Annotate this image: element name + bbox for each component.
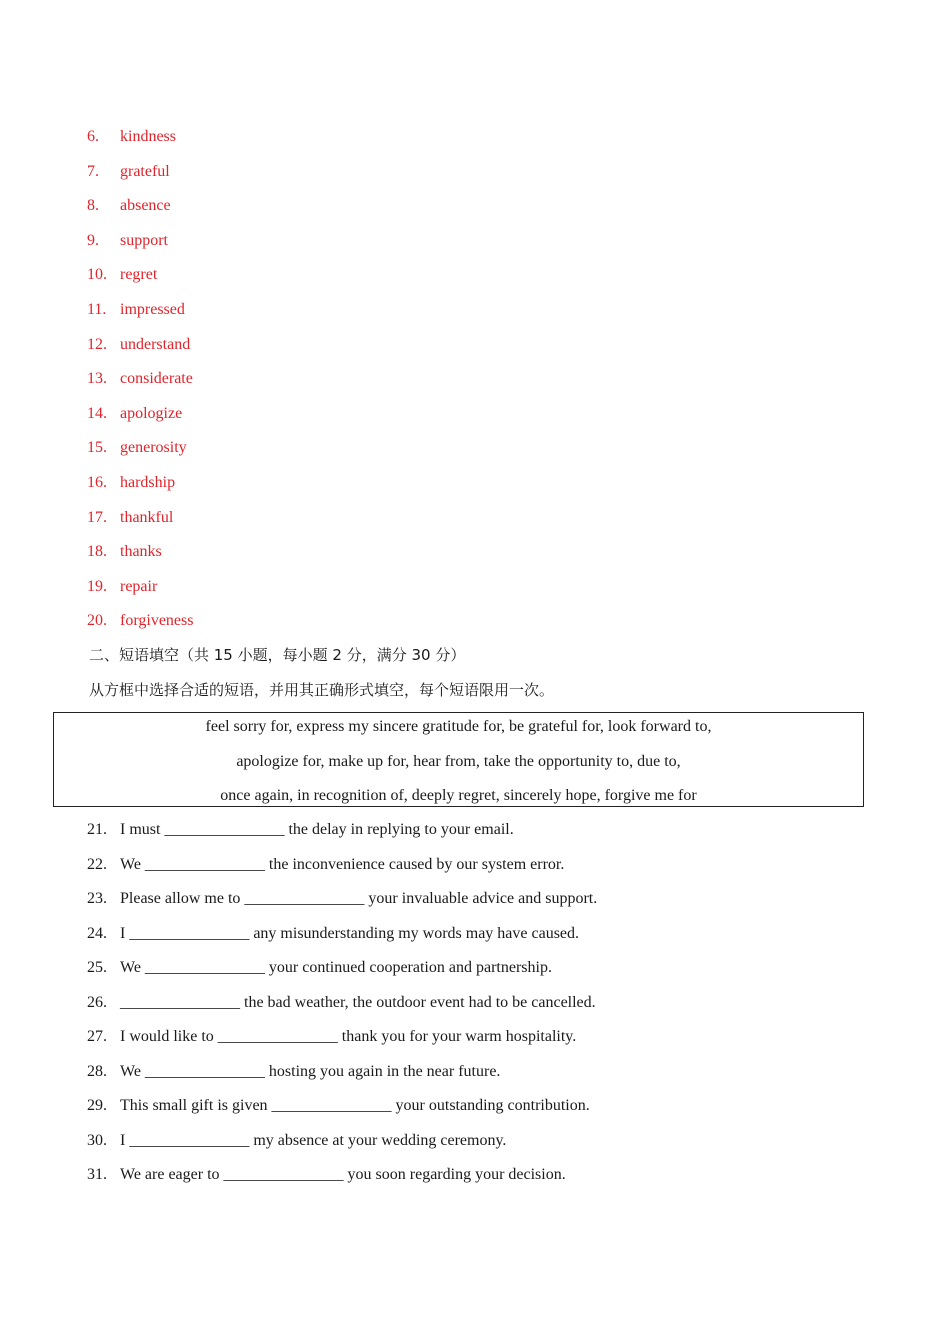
question-number: 29. [87, 1097, 107, 1114]
answer-number: 9. [87, 231, 99, 249]
section-heading: 二、短语填空（共 15 小题，每小题 2 分，满分 30 分） [89, 646, 466, 664]
answer-text: considerate [120, 370, 193, 388]
question-text: I _______________ my absence at your wedding ceremony. [120, 1131, 507, 1149]
question-text: We _______________ the inconvenience caused by our system error. [120, 855, 565, 873]
answer-text: grateful [120, 162, 170, 180]
answer-item [87, 535, 787, 570]
section-instruction: 从方框中选择合适的短语，并用其正确形式填空，每个短语限用一次。 [89, 680, 555, 699]
answer-number: 8. [87, 197, 99, 215]
answer-text: kindness [120, 128, 176, 145]
question-item [87, 1124, 847, 1159]
answer-number: 15. [87, 439, 107, 457]
answer-number: 7. [87, 162, 99, 180]
question-item [87, 1158, 847, 1193]
answer-text: regret [120, 266, 158, 284]
question-item [87, 951, 847, 986]
question-item [87, 986, 847, 1021]
answer-text: repair [120, 577, 158, 595]
answer-text: thankful [120, 508, 174, 526]
answer-item [87, 328, 787, 363]
question-number: 21. [87, 821, 107, 838]
answer-text: apologize [120, 404, 183, 422]
answer-item [87, 189, 787, 224]
answer-item [87, 604, 787, 639]
question-number: 22. [87, 855, 107, 873]
answer-item [87, 155, 787, 190]
phrase-bank-line: once again, in recognition of, deeply regret, sincerely hope, forgive me for [220, 787, 697, 804]
phrase-bank-line: feel sorry for, express my sincere gratitude for, be grateful for, look forward to, [205, 718, 712, 735]
question-item [87, 917, 847, 952]
answer-item [87, 466, 787, 501]
phrase-bank-box [53, 712, 864, 807]
question-number: 26. [87, 993, 107, 1011]
question-item [87, 1089, 847, 1124]
answer-item [87, 397, 787, 432]
answer-text: forgiveness [120, 612, 194, 630]
question-list [87, 813, 847, 1193]
answer-text: thanks [120, 543, 162, 561]
question-item [87, 848, 847, 883]
answer-text: generosity [120, 439, 187, 457]
question-text: We are eager to _______________ you soon regarding your decision. [120, 1166, 566, 1183]
answer-number: 12. [87, 335, 107, 353]
question-number: 24. [87, 924, 107, 942]
question-text: I _______________ any misunderstanding my words may have caused. [120, 924, 580, 942]
answer-item [87, 431, 787, 466]
answer-text: hardship [120, 473, 176, 491]
answer-item [87, 362, 787, 397]
question-text: We _______________ hosting you again in the near future. [120, 1062, 501, 1080]
answer-text: understand [120, 335, 191, 353]
question-text: This small gift is given _______________ your outstanding contribution. [120, 1097, 590, 1114]
answer-item [87, 570, 787, 605]
answer-key-list [87, 120, 787, 639]
question-text: I would like to _______________ thank you for your warm hospitality. [120, 1028, 577, 1045]
answer-item [87, 120, 787, 155]
answer-text: impressed [120, 300, 185, 318]
answer-number: 16. [87, 473, 107, 491]
answer-item [87, 501, 787, 536]
answer-number: 17. [87, 508, 107, 526]
question-text: I must _______________ the delay in replying to your email. [120, 821, 514, 838]
question-item [87, 813, 847, 848]
question-item [87, 1055, 847, 1090]
question-number: 25. [87, 959, 107, 976]
answer-number: 20. [87, 612, 107, 630]
phrase-bank-line: apologize for, make up for, hear from, take the opportunity to, due to, [236, 752, 681, 770]
question-text: Please allow me to _______________ your invaluable advice and support. [120, 890, 598, 907]
answer-number: 18. [87, 543, 107, 561]
answer-item [87, 258, 787, 293]
question-number: 28. [87, 1062, 107, 1080]
answer-item [87, 224, 787, 259]
question-number: 27. [87, 1028, 107, 1045]
answer-text: support [120, 231, 168, 249]
question-item [87, 1020, 847, 1055]
answer-item [87, 293, 787, 328]
answer-number: 10. [87, 266, 107, 284]
question-number: 23. [87, 890, 107, 907]
question-number: 30. [87, 1131, 107, 1149]
answer-number: 11. [87, 300, 107, 318]
question-item [87, 882, 847, 917]
section-header [89, 638, 889, 707]
answer-number: 6. [87, 128, 99, 145]
question-text: _______________ the bad weather, the outdoor event had to be cancelled. [120, 993, 596, 1011]
question-text: We _______________ your continued cooperation and partnership. [120, 959, 552, 976]
answer-number: 19. [87, 577, 107, 595]
answer-text: absence [120, 197, 171, 215]
answer-number: 14. [87, 404, 107, 422]
answer-number: 13. [87, 370, 107, 388]
question-number: 31. [87, 1166, 107, 1183]
